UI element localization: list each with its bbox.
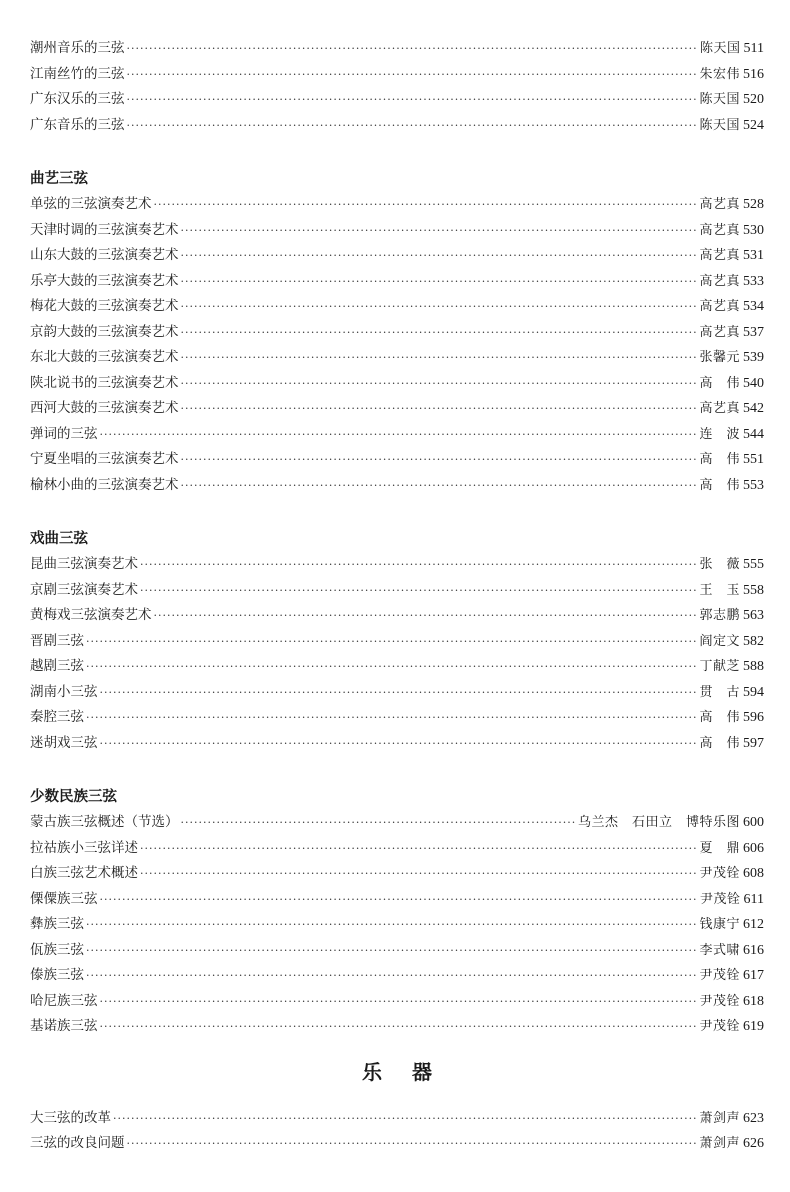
dot-leader (181, 345, 698, 371)
entry-title: 三弦的改良问题 (30, 1135, 125, 1151)
entry-title: 大三弦的改革 (30, 1109, 111, 1126)
dot-leader (140, 836, 697, 862)
entry-author: 高艺真 (699, 273, 740, 289)
toc-entry (30, 836, 764, 862)
entry-title: 晋剧三弦 (30, 632, 84, 649)
dot-leader (127, 113, 698, 139)
entry-page: 553 (743, 477, 764, 493)
entry-author: 丁献芝 (699, 659, 740, 674)
dot-leader (181, 396, 698, 422)
section-heading-centered: 乐器 (362, 1059, 462, 1084)
entry-author: 郭志鹏 (699, 608, 740, 623)
toc-entry (30, 680, 764, 706)
entry-author: 尹茂铨 (699, 866, 740, 881)
entry-author: 高 伟 (699, 375, 740, 391)
entry-author: 尹茂铨 (699, 993, 740, 1009)
toc-entry (30, 938, 764, 964)
entry-page: 540 (743, 375, 764, 391)
entry-title: 基诺族三弦 (30, 1018, 98, 1034)
entry-page: 582 (743, 633, 764, 649)
entry-title: 乐亭大鼓的三弦演奏艺术 (30, 272, 179, 289)
entry-page: 600 (743, 815, 764, 830)
toc-entry (30, 1106, 764, 1132)
entry-title: 梅花大鼓的三弦演奏艺术 (30, 298, 179, 314)
entry-page: 558 (743, 582, 764, 598)
entry-author: 连 波 (699, 426, 740, 442)
toc-entry (30, 578, 764, 604)
entry-page: 544 (743, 426, 764, 442)
entry-page: 516 (743, 66, 764, 82)
entry-page: 612 (743, 917, 764, 932)
entry-page: 551 (743, 452, 764, 467)
entry-page: 623 (743, 1110, 764, 1126)
entry-page: 597 (743, 735, 764, 751)
entry-title: 佤族三弦 (30, 941, 84, 958)
dot-leader (181, 269, 698, 295)
toc-entry (30, 87, 764, 113)
entry-page: 537 (743, 324, 764, 340)
toc-entry (30, 705, 764, 731)
entry-page: 539 (743, 350, 764, 365)
entry-author: 高 伟 (699, 710, 740, 725)
toc-entry (30, 218, 764, 244)
dot-leader (100, 422, 698, 448)
entry-page: 520 (743, 92, 764, 107)
entry-title: 蒙古族三弦概述（节选） (30, 814, 179, 830)
entry-author: 尹茂铨 (699, 968, 740, 983)
entry-author: 高 伟 (699, 452, 740, 467)
entry-page: 626 (743, 1136, 764, 1151)
toc-entry (30, 887, 764, 913)
entry-page: 619 (743, 1019, 764, 1034)
entry-author: 乌兰杰 石田立 博特乐图 (577, 815, 740, 830)
toc-entry (30, 113, 764, 139)
toc-entry (30, 62, 764, 88)
dot-leader (86, 629, 697, 655)
entry-author: 朱宏伟 (699, 66, 740, 82)
dot-leader (100, 887, 699, 913)
entry-page: 611 (743, 891, 764, 907)
entry-title: 黄梅戏三弦演奏艺术 (30, 607, 152, 623)
entry-title: 山东大鼓的三弦演奏艺术 (30, 247, 179, 263)
toc-entry (30, 294, 764, 320)
entry-title: 榆林小曲的三弦演奏艺术 (30, 476, 179, 493)
entry-author: 高艺真 (699, 324, 740, 340)
entry-author: 高艺真 (699, 222, 740, 238)
toc-entry (30, 861, 764, 887)
dot-leader (100, 731, 698, 757)
entry-title: 东北大鼓的三弦演奏艺术 (30, 349, 179, 365)
dot-leader (86, 938, 697, 964)
toc-entry (30, 36, 764, 62)
entry-page: 524 (743, 117, 764, 133)
toc-entry (30, 810, 764, 836)
entry-page: 618 (743, 993, 764, 1009)
toc-entry (30, 1014, 764, 1040)
section-minzu (30, 785, 764, 1040)
toc-entry (30, 447, 764, 473)
dot-leader (140, 578, 697, 604)
entry-author: 尹茂铨 (699, 1019, 740, 1034)
dot-leader (140, 552, 697, 578)
entry-title: 傣族三弦 (30, 967, 84, 983)
entry-page: 588 (743, 659, 764, 674)
entry-title: 天津时调的三弦演奏艺术 (30, 221, 179, 238)
entry-author: 张馨元 (699, 350, 740, 365)
entry-author: 高艺真 (699, 401, 740, 416)
entry-author: 高艺真 (699, 197, 740, 212)
entry-title: 单弦的三弦演奏艺术 (30, 196, 152, 212)
section-heading: 少数民族三弦 (30, 789, 117, 805)
entry-title: 江南丝竹的三弦 (30, 65, 125, 82)
toc-entry (30, 989, 764, 1015)
entry-author: 陈天国 (700, 41, 741, 56)
toc-entry (30, 371, 764, 397)
toc-entry (30, 192, 764, 218)
entry-author: 钱康宁 (699, 917, 740, 932)
entry-page: 617 (743, 968, 764, 983)
table-of-contents (30, 36, 764, 1157)
entry-page: 533 (743, 273, 764, 289)
entry-title: 秦腔三弦 (30, 709, 84, 725)
entry-page: 616 (743, 942, 764, 958)
entry-title: 弹词的三弦 (30, 425, 98, 442)
toc-entry (30, 603, 764, 629)
toc-entry (30, 473, 764, 499)
entry-title: 彝族三弦 (30, 916, 84, 932)
toc-entry (30, 396, 764, 422)
entry-author: 夏 鼎 (699, 840, 740, 856)
toc-entry (30, 963, 764, 989)
dot-leader (127, 62, 698, 88)
dot-leader (127, 36, 699, 62)
toc-entry (30, 1131, 764, 1157)
entry-author: 萧剑声 (699, 1136, 740, 1151)
entry-author: 张 薇 (699, 557, 740, 572)
entry-title: 京韵大鼓的三弦演奏艺术 (30, 323, 179, 340)
toc-entry (30, 731, 764, 757)
entry-title: 西河大鼓的三弦演奏艺术 (30, 400, 179, 416)
dot-leader (154, 192, 698, 218)
section-quyi (30, 167, 764, 498)
entry-page: 511 (743, 41, 764, 56)
entry-title: 越剧三弦 (30, 658, 84, 674)
entry-author: 李式啸 (699, 942, 740, 958)
toc-entry (30, 654, 764, 680)
entry-title: 拉祜族小三弦详述 (30, 839, 138, 856)
entry-page: 530 (743, 222, 764, 238)
entry-title: 广东汉乐的三弦 (30, 91, 125, 107)
entry-author: 王 玉 (699, 582, 740, 598)
dot-leader (86, 963, 697, 989)
entry-page: 531 (743, 248, 764, 263)
entry-title: 哈尼族三弦 (30, 992, 98, 1009)
entry-author: 阎定文 (699, 633, 740, 649)
entry-title: 陕北说书的三弦演奏艺术 (30, 374, 179, 391)
entry-page: 594 (743, 684, 764, 700)
dot-leader (181, 473, 698, 499)
dot-leader (100, 680, 698, 706)
dot-leader (181, 371, 698, 397)
dot-leader (86, 705, 697, 731)
toc-entry (30, 320, 764, 346)
entry-title: 白族三弦艺术概述 (30, 865, 138, 881)
toc-entry (30, 422, 764, 448)
entry-author: 高艺真 (699, 248, 740, 263)
entry-page: 534 (743, 299, 764, 314)
dot-leader (127, 1131, 698, 1157)
dot-leader (86, 912, 697, 938)
section-group1 (30, 36, 764, 138)
dot-leader (181, 243, 698, 269)
entry-title: 广东音乐的三弦 (30, 116, 125, 133)
section-yueqi (30, 1052, 764, 1157)
dot-leader (154, 603, 698, 629)
entry-author: 高 伟 (699, 477, 740, 493)
entry-author: 萧剑声 (699, 1110, 740, 1126)
entry-page: 528 (743, 197, 764, 212)
entry-author: 陈天国 (699, 117, 740, 133)
dot-leader (100, 1014, 698, 1040)
toc-entry (30, 345, 764, 371)
dot-leader (86, 654, 697, 680)
section-xiqu (30, 527, 764, 756)
entry-title: 京剧三弦演奏艺术 (30, 581, 138, 598)
entry-page: 596 (743, 710, 764, 725)
entry-title: 迷胡戏三弦 (30, 734, 98, 751)
entry-title: 潮州音乐的三弦 (30, 40, 125, 56)
dot-leader (113, 1106, 697, 1132)
toc-entry (30, 912, 764, 938)
section-heading: 戏曲三弦 (30, 531, 88, 547)
dot-leader (100, 989, 698, 1015)
entry-page: 555 (743, 557, 764, 572)
entry-page: 542 (743, 401, 764, 416)
entry-title: 宁夏坐唱的三弦演奏艺术 (30, 451, 179, 467)
toc-entry (30, 269, 764, 295)
entry-page: 563 (743, 608, 764, 623)
toc-entry (30, 629, 764, 655)
entry-author: 高艺真 (699, 299, 740, 314)
entry-author: 贯 古 (699, 684, 740, 700)
entry-author: 高 伟 (699, 735, 740, 751)
toc-entry (30, 243, 764, 269)
entry-author: 尹茂铨 (700, 891, 741, 907)
dot-leader (181, 447, 698, 473)
entry-page: 608 (743, 866, 764, 881)
dot-leader (181, 218, 698, 244)
entry-title: 昆曲三弦演奏艺术 (30, 556, 138, 572)
toc-entry (30, 552, 764, 578)
entry-page: 606 (743, 840, 764, 856)
entry-title: 傈僳族三弦 (30, 890, 98, 907)
dot-leader (127, 87, 698, 113)
dot-leader (140, 861, 697, 887)
entry-author: 陈天国 (699, 92, 740, 107)
section-heading: 曲艺三弦 (30, 171, 88, 187)
dot-leader (181, 294, 698, 320)
dot-leader (181, 320, 698, 346)
dot-leader (181, 810, 576, 836)
entry-title: 湖南小三弦 (30, 683, 98, 700)
